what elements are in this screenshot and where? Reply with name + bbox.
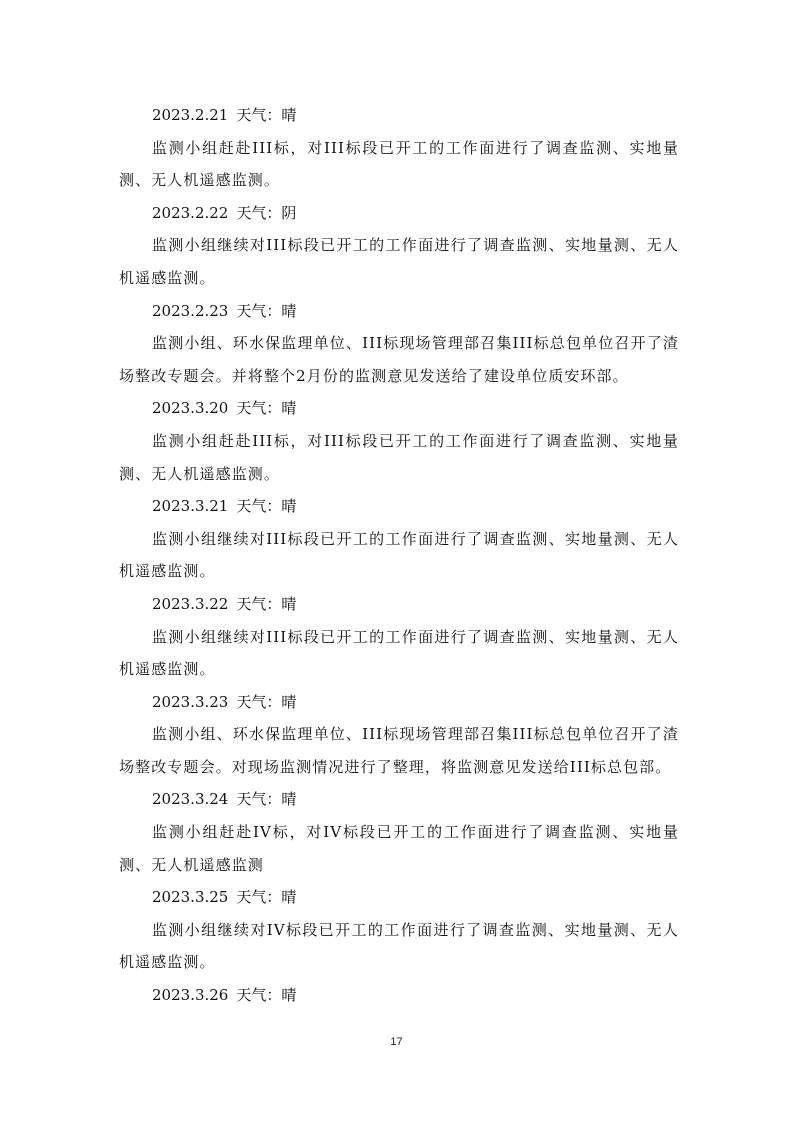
entry-date-line (119, 686, 679, 719)
entry-text: 监测小组、环水保监理单位、III标现场管理部召集III标总包单位召开了渣场整改专题会。并将整个2月份的监测意见发送给了建设单位质安环部。 (119, 334, 679, 385)
entry-text: 监测小组继续对III标段已开工的工作面进行了调查监测、实地量测、无人机遥感监测。 (119, 627, 679, 679)
entry-date-line (119, 197, 679, 230)
entry-weather: 天气：阴 (236, 203, 297, 222)
entry-date-line (119, 881, 679, 914)
entry-text: 监测小组、环水保监理单位、III标现场管理部召集III标总包单位召开了渣场整改专题会。对现场监测情况进行了整理，将监测意见发送给III标总包部。 (119, 725, 679, 776)
entry-weather: 天气：晴 (236, 301, 297, 320)
entry-date: 2023.3.26 (152, 986, 229, 1005)
entry-date: 2023.2.23 (152, 301, 229, 320)
entry-date: 2023.2.21 (152, 106, 229, 124)
entry-date-line (119, 490, 679, 523)
entry-date: 2023.3.23 (152, 692, 229, 711)
document-body (119, 99, 679, 1012)
entry-text: 监测小组继续对IV标段已开工的工作面进行了调查监测、实地量测、无人机遥感监测。 (119, 920, 679, 972)
entry-date-line (119, 392, 679, 425)
entry-weather: 天气：晴 (236, 594, 297, 613)
entry-date: 2023.3.20 (152, 399, 229, 418)
entry-date-line (119, 979, 679, 1012)
entry-weather: 天气：晴 (236, 790, 297, 809)
entry-date: 2023.2.22 (152, 203, 229, 222)
entry-weather: 天气：晴 (236, 106, 297, 124)
entry-text: 监测小组继续对III标段已开工的工作面进行了调查监测、实地量测、无人机遥感监测。 (119, 236, 679, 287)
entry-text: 监测小组继续对III标段已开工的工作面进行了调查监测、实地量测、无人机遥感监测。 (119, 529, 679, 581)
entry-weather: 天气：晴 (236, 888, 297, 907)
entry-date: 2023.3.24 (152, 790, 229, 809)
entry-text: 监测小组赶赴III标，对III标段已开工的工作面进行了调查监测、实地量测、无人机遥感监测。 (119, 138, 679, 190)
entry-weather: 天气：晴 (236, 497, 297, 516)
entry-date-line (119, 295, 679, 328)
entry-date-line (119, 99, 679, 132)
entry-text: 监测小组赶赴IV标，对IV标段已开工的工作面进行了调查监测、实地量测、无人机遥感监测 (119, 823, 679, 874)
entry-date: 2023.3.25 (152, 888, 229, 907)
entry-weather: 天气：晴 (236, 399, 297, 418)
entry-weather: 天气：晴 (236, 692, 297, 711)
entry-text: 监测小组赶赴III标，对III标段已开工的工作面进行了调查监测、实地量测、无人机遥感监测。 (119, 431, 679, 483)
entry-date-line (119, 588, 679, 621)
entry-date: 2023.3.21 (152, 497, 229, 516)
entry-date: 2023.3.22 (152, 594, 229, 613)
entry-date-line (119, 783, 679, 816)
page-number: 17 (390, 1036, 403, 1048)
entry-weather: 天气：晴 (236, 986, 297, 1005)
